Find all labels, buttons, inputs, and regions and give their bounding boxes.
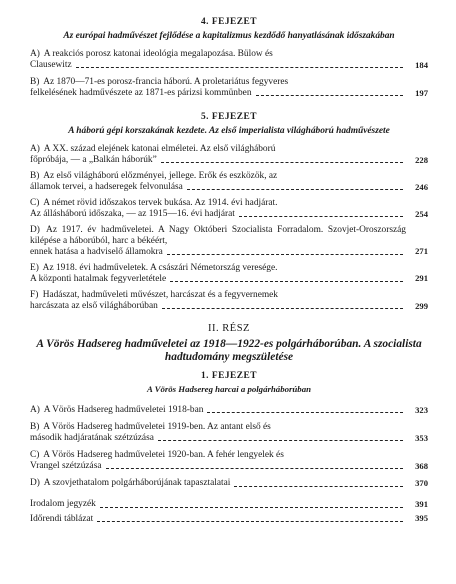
entry-label: E) — [30, 263, 39, 274]
chapter-4-block — [30, 17, 428, 41]
entry-label: F) — [30, 290, 39, 301]
entry-label: D) — [30, 225, 40, 236]
entry-label: C) — [30, 450, 40, 461]
entry-first-line: C) A Vörös Hadsereg hadműveletei 1920-ban. A fehér lengyelek és — [30, 450, 284, 461]
entry-text: ennek hatása a hadviselő államokra — [30, 246, 163, 257]
toc-entry[interactable] — [30, 478, 428, 489]
chapter-heading: 4. FEJEZET — [200, 17, 258, 27]
entry-label: D) — [30, 478, 40, 489]
entry-last-line — [30, 433, 406, 444]
entry-last-line — [30, 274, 406, 285]
entry-text: második hadjáratának szétzúzása — [30, 432, 154, 443]
entry-text: Vrangel szétzúzása — [30, 460, 102, 471]
back-matter-entry[interactable] — [30, 499, 428, 510]
leader-dashes — [234, 486, 403, 487]
entry-last-line — [30, 499, 406, 510]
entry-first-line: B) Az első világháború előzményei, jellege. Erők és eszközök, az — [30, 171, 278, 182]
entry-first-line: B) Az 1870—71-es porosz-francia háború. A proletariátus fegyveres — [30, 77, 289, 88]
page-number: 323 — [415, 404, 428, 415]
chapter-subtitle: A háború gépi korszakának kezdete. Az első imperialista világháború hadművészete — [68, 125, 390, 136]
entry-last-line — [30, 514, 406, 525]
leader-dashes — [170, 281, 403, 282]
toc-entry[interactable] — [30, 263, 428, 284]
toc-entry[interactable] — [30, 405, 428, 416]
entry-last-line — [30, 60, 406, 71]
toc-entry[interactable] — [30, 77, 428, 98]
entry-text: harcászata az első világháborúban — [30, 300, 158, 311]
entry-text: főpróbája, — a „Balkán háborúk” — [30, 154, 157, 165]
page-number: 246 — [415, 181, 428, 192]
toc-entry[interactable] — [30, 225, 428, 257]
chapter-5-block — [30, 112, 428, 136]
page-number: 299 — [415, 300, 428, 311]
entry-first-line: B) A Vörös Hadsereg hadműveletei 1919-ben. Az antant első és — [30, 422, 271, 433]
toc-entry[interactable] — [30, 450, 428, 471]
entry-text: Irodalom jegyzék — [30, 499, 96, 509]
leader-dashes — [256, 95, 403, 96]
back-matter-entry[interactable] — [30, 514, 428, 525]
toc-entry[interactable] — [30, 422, 428, 443]
entry-last-line — [30, 405, 406, 416]
entry-last-line — [30, 182, 406, 193]
entry-label: B) — [30, 77, 40, 88]
leader-dashes — [106, 468, 403, 469]
entry-label: A) — [30, 404, 40, 415]
entry-text: Az állásháború időszaka, — az 1915—16. évi hadjárat — [30, 208, 235, 219]
entry-label: B) — [30, 422, 40, 433]
toc-entry[interactable] — [30, 171, 428, 192]
entry-last-line — [30, 478, 406, 489]
entry-last-line — [30, 461, 406, 472]
page-number: 368 — [415, 460, 428, 471]
part-heading: II. RÉSZ — [208, 323, 250, 335]
leader-dashes — [76, 67, 403, 68]
leader-dashes — [158, 440, 403, 441]
entry-last-line — [30, 247, 406, 258]
entry-last-line — [30, 155, 406, 166]
entry-text: A központi hatalmak fegyverletétele — [30, 273, 167, 284]
entry-last-line — [30, 88, 406, 99]
entry-first-line: A) A reakciós porosz katonai ideológia megalapozása. Bülow és — [30, 49, 273, 60]
chapter-4-entries — [30, 49, 428, 98]
entry-last-line — [30, 209, 406, 220]
back-matter — [30, 499, 428, 524]
leader-dashes — [167, 254, 403, 255]
page-number: 271 — [415, 246, 428, 257]
part-title: A Vörös Hadsereg hadműveletei az 1918—1922-es polgárháborúban. A szocialista hadtudomány megszületése — [36, 337, 422, 363]
page-number: 370 — [415, 478, 428, 489]
page-number: 184 — [415, 59, 428, 70]
toc-entry[interactable] — [30, 144, 428, 165]
chapter-subtitle: Az európai hadművészet fejlődése a kapitalizmus kezdődő hanyatlásának időszakában — [63, 30, 395, 41]
entry-first-line: A) A XX. század elejének katonai elméletei. Az első világháború — [30, 144, 276, 155]
toc-entry[interactable] — [30, 290, 428, 311]
page-number: 395 — [415, 513, 428, 524]
leader-dashes — [187, 189, 403, 190]
entry-last-line — [30, 301, 406, 312]
chapter-1-entries — [30, 405, 428, 489]
toc-entry[interactable] — [30, 49, 428, 70]
page-number: 254 — [415, 208, 428, 219]
entry-first-line: C) A német rövid időszakos tervek bukása. Az 1914. évi hadjárat. — [30, 198, 278, 209]
leader-dashes — [239, 216, 403, 217]
entry-label: A) — [30, 144, 40, 155]
page-number: 353 — [415, 432, 428, 443]
entry-text: A) A Vörös Hadsereg hadműveletei 1918-ban — [30, 404, 204, 415]
chapter-heading: 5. FEJEZET — [200, 112, 258, 123]
entry-first-line: F) Hadászat, hadműveleti művészet, harcászat és a fegyvernemek — [30, 290, 278, 301]
part-2-block — [30, 323, 428, 363]
entry-text: felkelésének hadművészete az 1871-es párizsi kommünben — [30, 87, 252, 98]
chapter-subtitle: A Vörös Hadsereg harcai a polgárháborúban — [147, 383, 311, 394]
entry-text: Időrendi táblázat — [30, 513, 94, 524]
leader-dashes — [100, 507, 403, 508]
entry-label: A) — [30, 49, 40, 60]
entry-text: államok tervei, a hadseregek felvonulása — [30, 181, 183, 192]
toc-entry[interactable] — [30, 198, 428, 219]
page-number: 197 — [415, 87, 428, 98]
leader-dashes — [97, 521, 403, 522]
entry-label: C) — [30, 198, 40, 209]
leader-dashes — [161, 162, 403, 163]
page-number: 228 — [415, 154, 428, 165]
leader-dashes — [162, 308, 403, 309]
page-number: 391 — [415, 498, 428, 509]
entry-first-line: D) Az 1917. év hadműveletei. A Nagy Októberi Szocialista Forradalom. Szovjet-Oroszország kilépése a háborúból, harc a békéért, — [30, 225, 406, 246]
entry-first-line: E) Az 1918. évi hadműveletek. A császári Németország veresége. — [30, 263, 278, 274]
entry-text: Clausewitz — [30, 59, 72, 70]
entry-text: D) A szovjethatalom polgárháborújának tapasztalatai — [30, 478, 231, 489]
chapter-1-block — [30, 371, 428, 394]
page-number: 291 — [415, 273, 428, 284]
chapter-heading: 1. FEJEZET — [200, 371, 258, 382]
entry-label: B) — [30, 171, 40, 182]
chapter-5-entries — [30, 144, 428, 311]
leader-dashes — [207, 412, 403, 413]
